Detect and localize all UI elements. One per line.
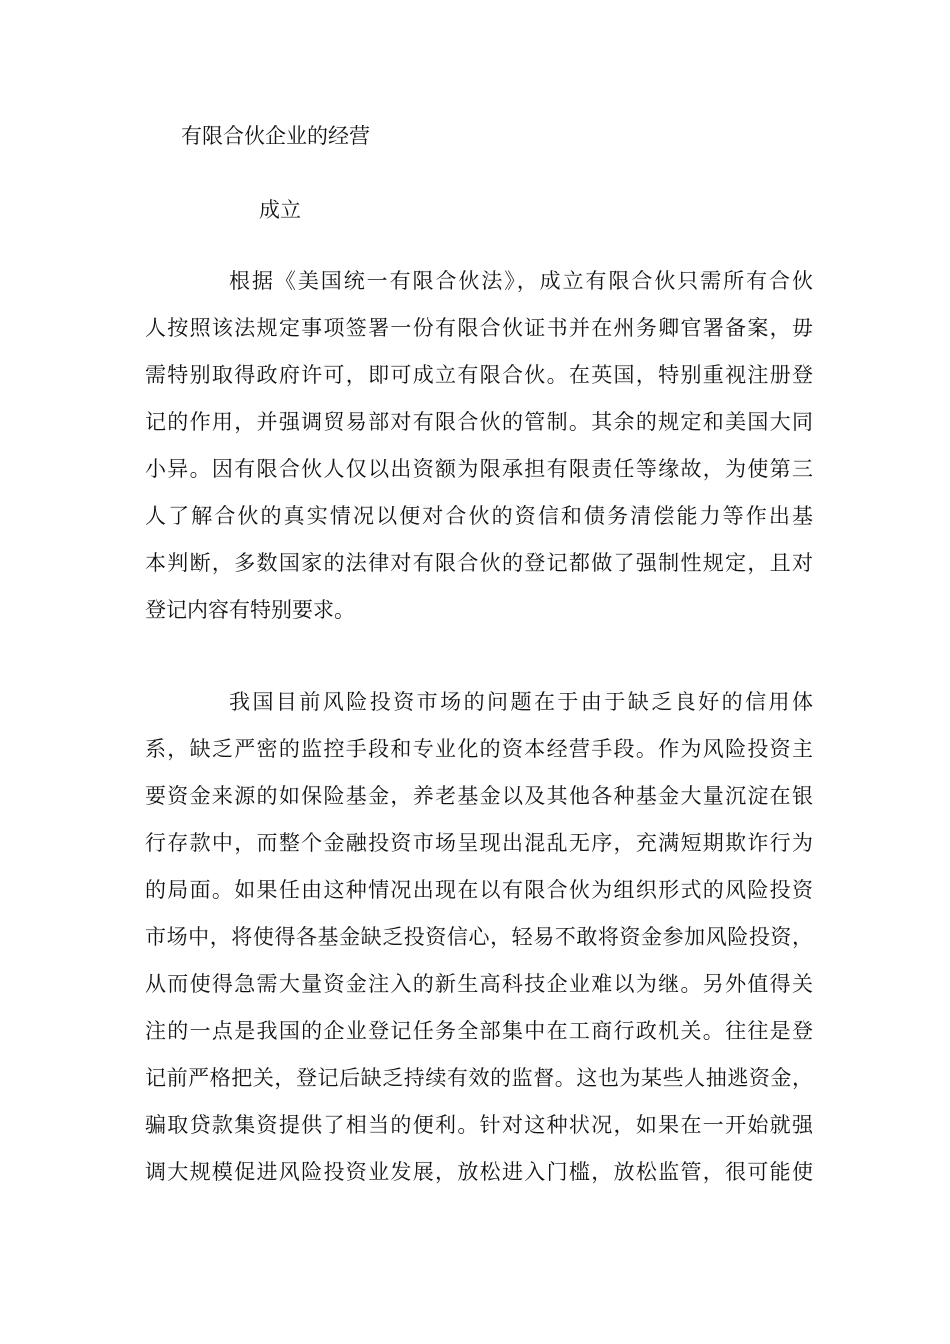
paragraph-line: 记的作用，并强调贸易部对有限合伙的管制。其余的规定和美国大同 <box>145 410 813 434</box>
paragraph-1 <box>145 258 813 634</box>
document-title: 有限合伙企业的经营 <box>181 124 370 148</box>
paragraph-2 <box>145 679 813 1196</box>
paragraph-line: 骗取贷款集资提供了相当的便利。针对这种状况，如果在一开始就强 <box>145 1113 813 1137</box>
paragraph-line: 的局面。如果任由这种情况出现在以有限合伙为组织形式的风险投资 <box>145 878 813 902</box>
paragraph-line: 我国目前风险投资市场的问题在于由于缺乏良好的信用体 <box>229 690 813 714</box>
paragraph-line: 注的一点是我国的企业登记任务全部集中在工商行政机关。往往是登 <box>145 1019 813 1043</box>
paragraph-line: 记前严格把关，登记后缺乏持续有效的监督。这也为某些人抽逃资金， <box>145 1066 813 1090</box>
paragraph-line: 登记内容有特别要求。 <box>145 598 355 622</box>
paragraph-line: 从而使得急需大量资金注入的新生高科技企业难以为继。另外值得关 <box>145 972 813 996</box>
paragraph-line: 市场中，将使得各基金缺乏投资信心，轻易不敢将资金参加风险投资， <box>145 925 813 949</box>
section-heading: 成立 <box>259 198 301 222</box>
paragraph-line: 系，缺乏严密的监控手段和专业化的资本经营手段。作为风险投资主 <box>145 737 813 761</box>
paragraph-line: 根据《美国统一有限合伙法》，成立有限合伙只需所有合伙 <box>229 269 813 293</box>
paragraph-line: 调大规模促进风险投资业发展，放松进入门槛，放松监管，很可能使 <box>145 1160 813 1184</box>
paragraph-line: 需特别取得政府许可，即可成立有限合伙。在英国，特别重视注册登 <box>145 363 813 387</box>
paragraph-line: 人按照该法规定事项签署一份有限合伙证书并在州务卿官署备案，毋 <box>145 316 813 340</box>
paragraph-line: 人了解合伙的真实情况以便对合伙的资信和债务清偿能力等作出基 <box>145 504 813 528</box>
paragraph-line: 小异。因有限合伙人仅以出资额为限承担有限责任等缘故，为使第三 <box>145 457 813 481</box>
paragraph-line: 要资金来源的如保险基金，养老基金以及其他各种基金大量沉淀在银 <box>145 784 813 808</box>
paragraph-line: 本判断，多数国家的法律对有限合伙的登记都做了强制性规定，且对 <box>145 551 813 575</box>
paragraph-line: 行存款中，而整个金融投资市场呈现出混乱无序，充满短期欺诈行为 <box>145 831 813 855</box>
